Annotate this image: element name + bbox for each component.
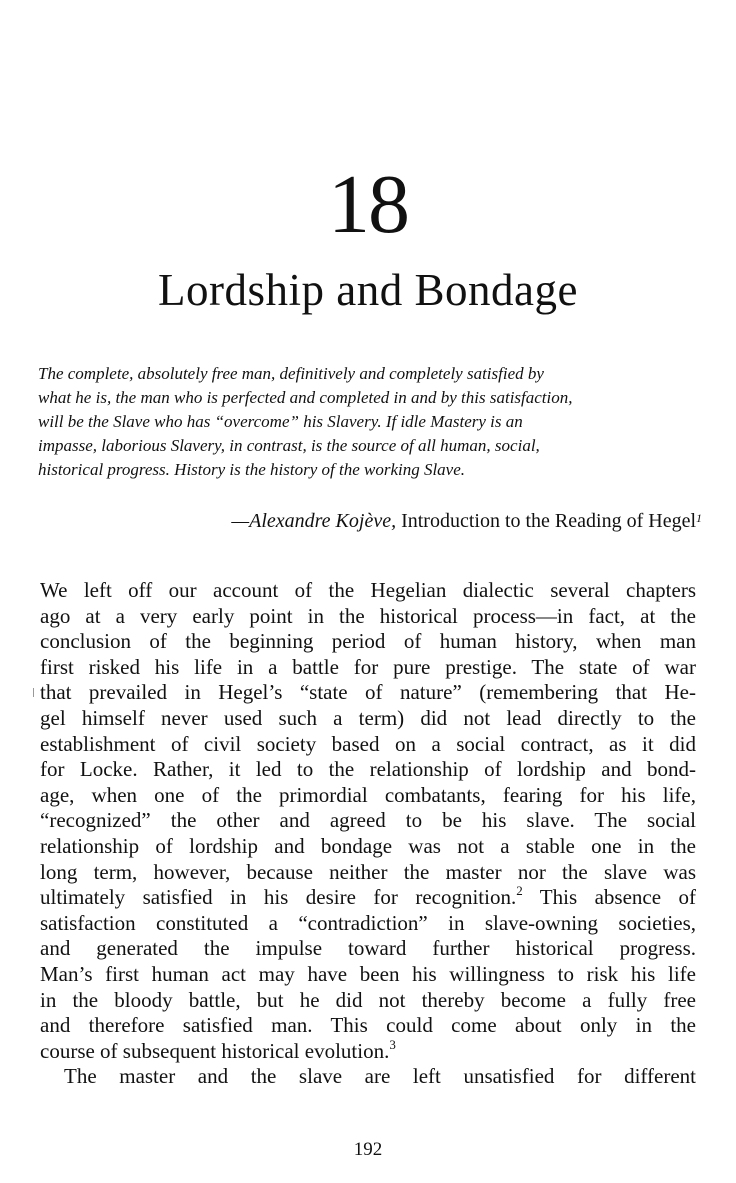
body-line: and generated the impulse toward further historical progress. [40, 936, 696, 961]
body-line: ago at a very early point in the historical process—in fact, at the [40, 603, 696, 628]
epigraph-author: —Alexandre Kojève, [231, 510, 397, 532]
epigraph-line: impasse, laborious Slavery, in contrast, is the source of all human, social, [38, 436, 540, 455]
epigraph-attribution [0, 508, 702, 534]
body-line: We left off our account of the Hegelian dialectic several chapters [40, 578, 696, 602]
page-number: 192 [353, 1139, 383, 1160]
epigraph-line: will be the Slave who has “overcome” his Slavery. If idle Mastery is an [38, 412, 523, 431]
footnote-marker: 1 [696, 511, 702, 525]
body-line: first risked his life in a battle for pure prestige. The state of war [40, 654, 696, 679]
body-line: that prevailed in Hegel’s “state of nature” (remembering that He- [40, 680, 696, 705]
body-line: “recognized” the other and agreed to be his slave. The social [40, 808, 696, 833]
epigraph-line: historical progress. History is the history of the working Slave. [38, 460, 466, 479]
body-line: Man’s first human act may have been his willingness to risk his life [40, 961, 696, 986]
body-line: establishment of civil society based on a social contract, as it did [40, 731, 696, 756]
body-line: for Locke. Rather, it led to the relationship of lordship and bond- [40, 757, 696, 782]
footnote-marker: 2 [516, 883, 523, 899]
body-line: conclusion of the beginning period of human history, when man [40, 629, 696, 654]
body-line: long term, however, because neither the master nor the slave was [40, 859, 696, 884]
body-text-fragment: ultimately satisfied in his desire for recognition. [40, 885, 517, 910]
body-line: age, when one of the primordial combatants, fearing for his life, [40, 782, 696, 807]
body-line: and therefore satisfied man. This could come about only in the [40, 1013, 696, 1038]
chapter-number: 18 [328, 158, 408, 251]
body-text-fragment: course of subsequent historical evolution. [40, 1038, 390, 1063]
body-line: gel himself never used such a term) did not lead directly to the [40, 705, 696, 730]
margin-mark [33, 688, 34, 697]
footnote-marker: 3 [389, 1036, 396, 1052]
epigraph-line: what he is, the man who is perfected and completed in and by this satisfaction, [38, 388, 573, 407]
epigraph [38, 362, 702, 482]
body-line: relationship of lordship and bondage was not a stable one in the [40, 833, 696, 858]
epigraph-source: Introduction to the Reading of Hegel [401, 510, 696, 532]
body-text-fragment: This absence of [522, 885, 696, 910]
epigraph-line: The complete, absolutely free man, definitively and completely satisfied by [38, 364, 544, 383]
body-line-with-note [40, 1036, 696, 1065]
body-line: satisfaction constituted a “contradiction” in slave-owning societies, [40, 910, 696, 935]
paragraph-first-line: The master and the slave are left unsatisfied for different [64, 1064, 696, 1089]
body-line: in the bloody battle, but he did not thereby become a fully free [40, 987, 696, 1012]
chapter-title: Lordship and Bondage [158, 265, 578, 315]
body-paragraphs [40, 578, 696, 1090]
body-line-with-note [40, 885, 696, 911]
